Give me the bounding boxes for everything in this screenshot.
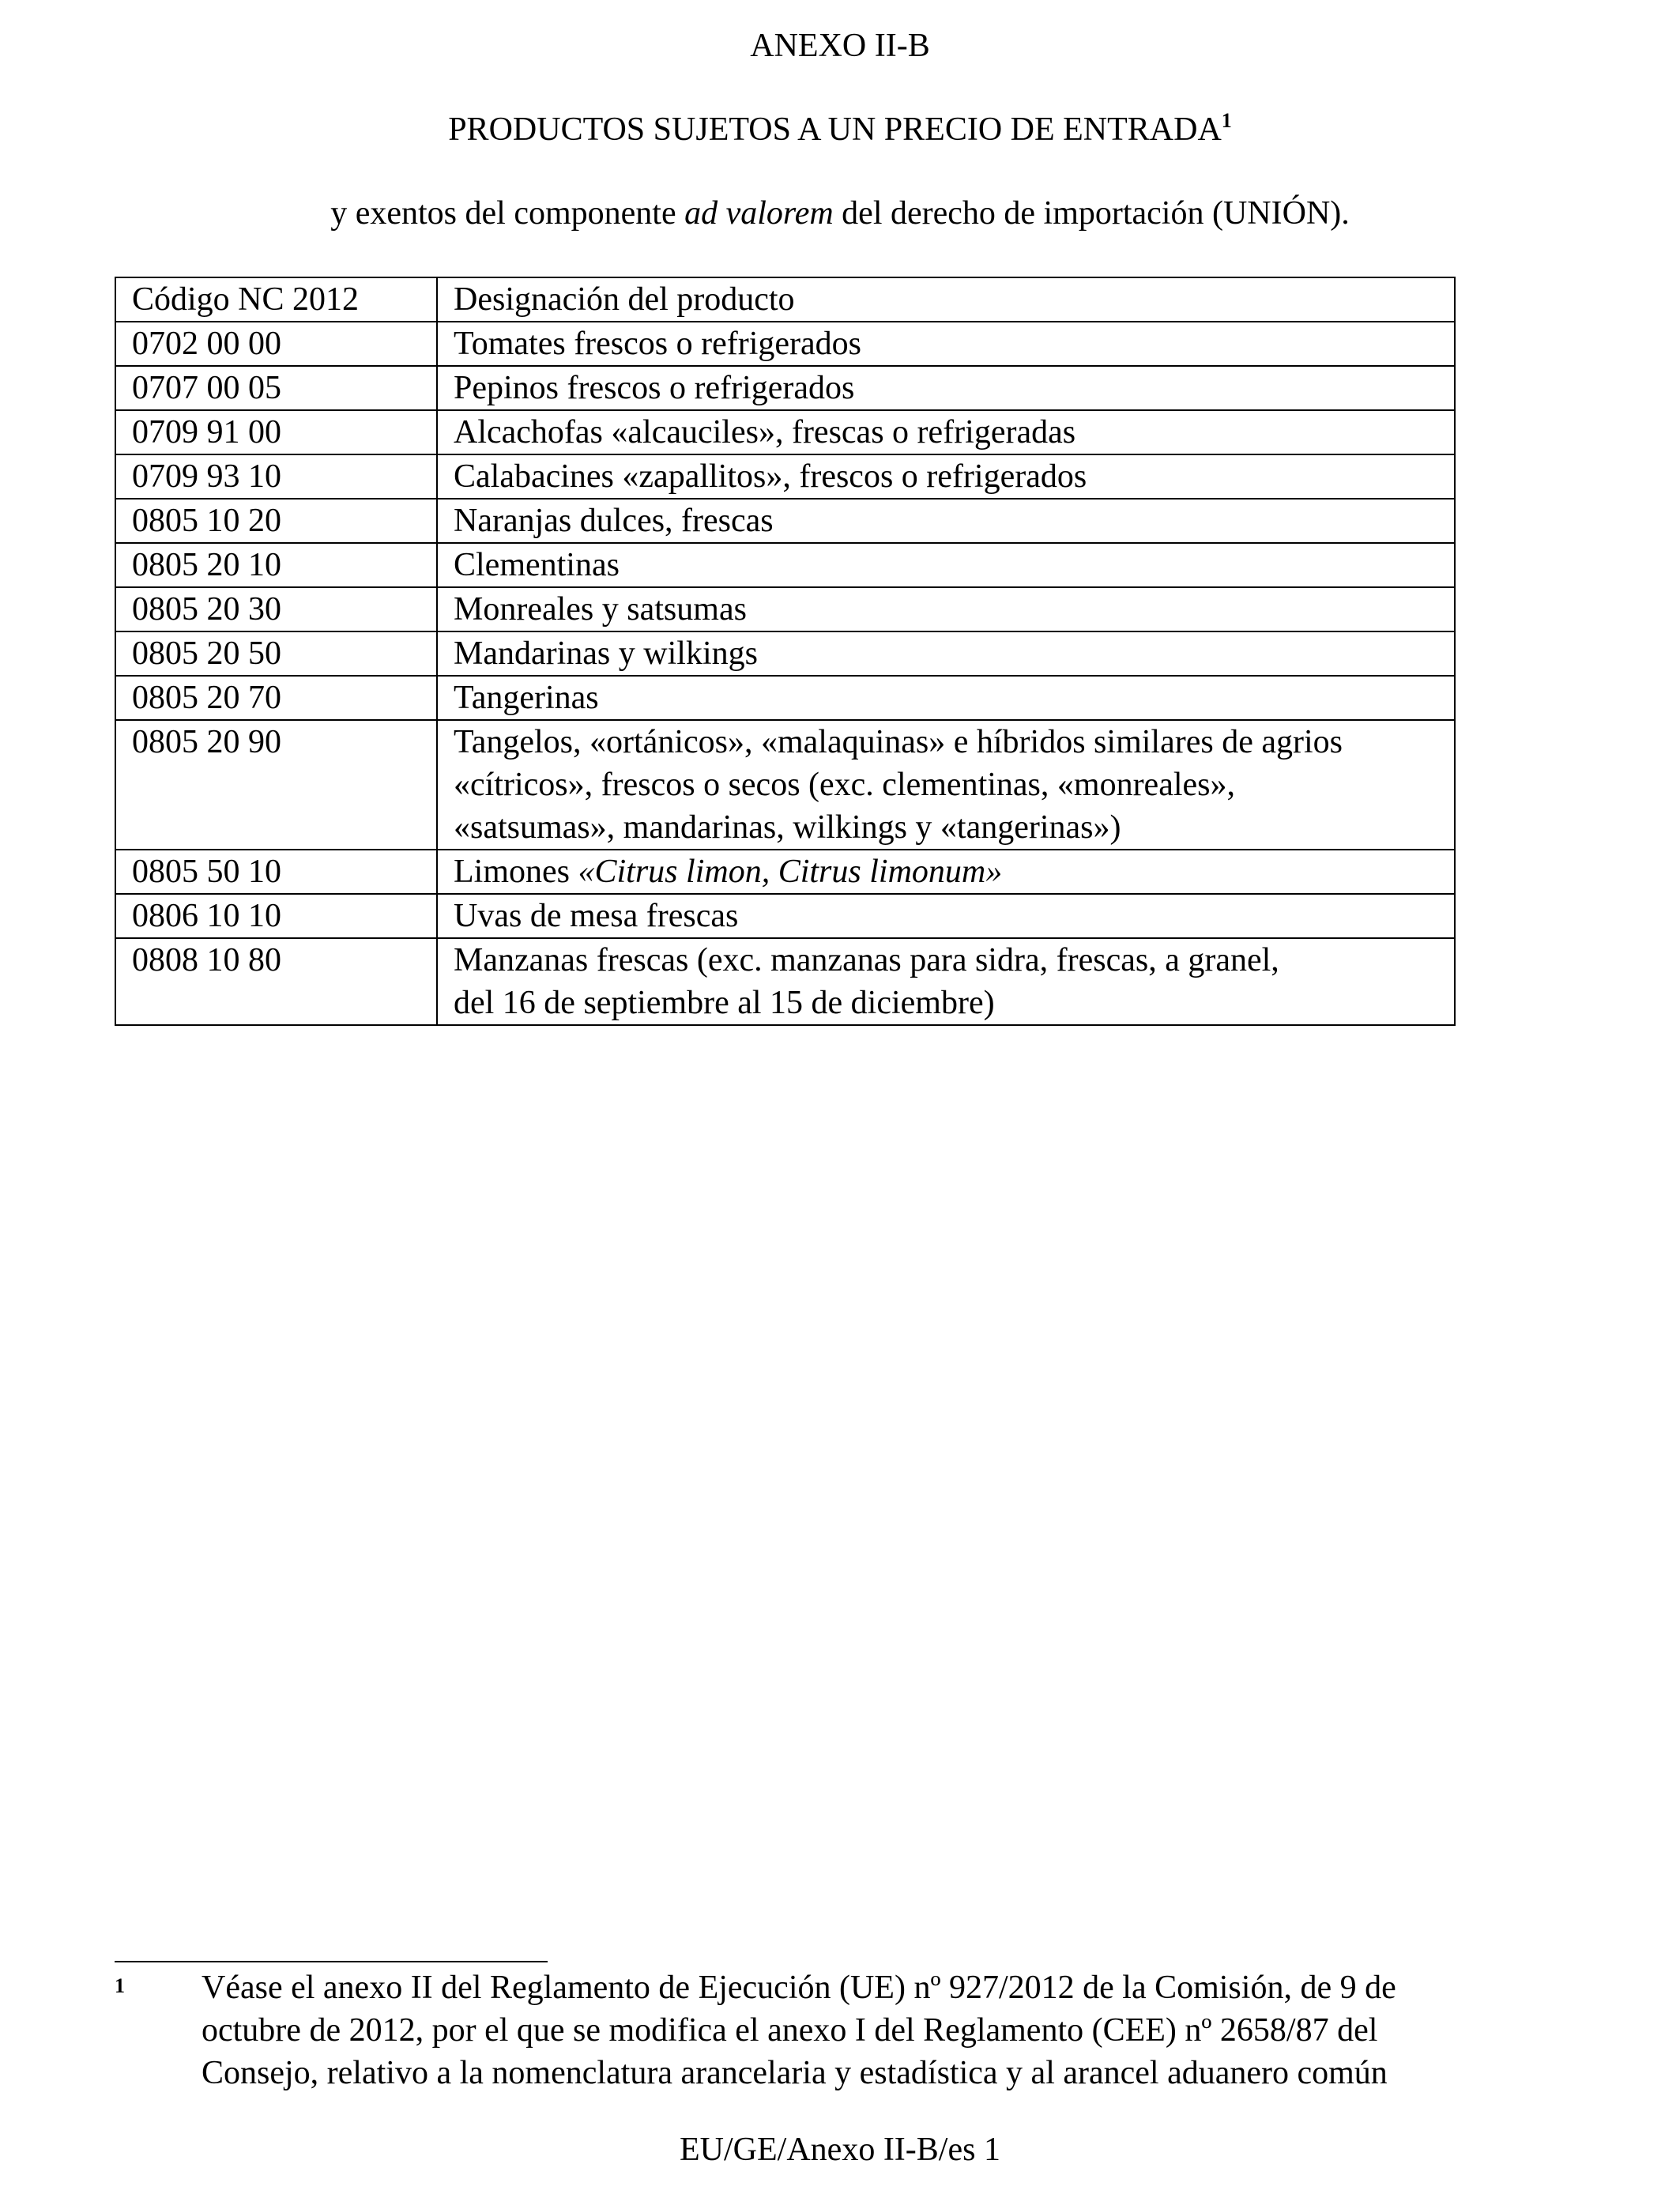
cn-code-cell: 0702 00 00 [115, 322, 437, 366]
designation-cell: Tomates frescos o refrigerados [437, 322, 1455, 366]
designation-line: «satsumas», mandarinas, wilkings y «tangerinas») [454, 809, 1121, 846]
cn-code-cell: 0709 91 00 [115, 410, 437, 454]
table-row [115, 938, 1455, 1025]
designation-cell [437, 720, 1455, 850]
designation-line: Manzanas frescas (exc. manzanas para sidra, frescas, a granel, [454, 942, 1279, 978]
table-row [115, 499, 1455, 543]
designation-cell: Clementinas [437, 543, 1455, 587]
footnote-separator [115, 1961, 548, 1962]
table-row [115, 454, 1455, 499]
table-row [115, 366, 1455, 410]
table-row [115, 543, 1455, 587]
cn-code-cell: 0806 10 10 [115, 894, 437, 938]
table-row [115, 322, 1455, 366]
footnote-text [202, 1966, 1482, 2094]
title-text: PRODUCTOS SUJETOS A UN PRECIO DE ENTRADA [448, 111, 1222, 148]
designation-text: Limones [454, 854, 578, 890]
footnote-mark: 1 [115, 1974, 125, 1997]
column-header-code: Código NC 2012 [115, 277, 437, 322]
annex-heading: ANEXO II-B [750, 28, 930, 64]
subtitle-text-end: del derecho de importación (UNIÓN). [833, 195, 1350, 232]
column-header-designation: Designación del producto [437, 277, 1455, 322]
cn-code-cell: 0805 50 10 [115, 850, 437, 894]
designation-cell: Naranjas dulces, frescas [437, 499, 1455, 543]
designation-cell: Uvas de mesa frescas [437, 894, 1455, 938]
cn-code-cell: 0805 10 20 [115, 499, 437, 543]
footnote-reference[interactable]: 1 [1221, 109, 1232, 132]
table-row [115, 676, 1455, 720]
footnote-line: Consejo, relativo a la nomenclatura arancelaria y estadística y al arancel aduanero común [202, 2055, 1388, 2091]
cn-code-cell: 0707 00 05 [115, 366, 437, 410]
cn-code-cell: 0805 20 10 [115, 543, 437, 587]
subtitle-text-start: y exentos del componente [330, 195, 685, 232]
table-row [115, 410, 1455, 454]
cn-code-cell: 0709 93 10 [115, 454, 437, 499]
footnote-line: Véase el anexo II del Reglamento de Ejecución (UE) nº 927/2012 de la Comisión, de 9 de [202, 1970, 1396, 2006]
designation-line: «cítricos», frescos o secos (exc. clementinas, «monreales», [454, 767, 1235, 803]
designation-line: del 16 de septiembre al 15 de diciembre) [454, 985, 995, 1021]
cn-code-cell: 0805 20 30 [115, 587, 437, 631]
designation-cell [437, 850, 1455, 894]
products-table [115, 277, 1456, 1026]
table-row [115, 631, 1455, 676]
designation-line: Tangelos, «ortánicos», «malaquinas» e híbridos similares de agrios [454, 724, 1343, 760]
designation-cell: Calabacines «zapallitos», frescos o refrigerados [437, 454, 1455, 499]
designation-italic-text: «Citrus limon, Citrus limonum» [578, 854, 1003, 890]
table-header-row [115, 277, 1455, 322]
subtitle-italic-term: ad valorem [684, 195, 834, 232]
document-subtitle [0, 194, 1680, 232]
page-footer-reference: EU/GE/Anexo II-B/es 1 [680, 2132, 1000, 2168]
designation-cell: Pepinos frescos o refrigerados [437, 366, 1455, 410]
table-row [115, 587, 1455, 631]
designation-cell: Tangerinas [437, 676, 1455, 720]
cn-code-cell: 0805 20 50 [115, 631, 437, 676]
designation-cell: Alcachofas «alcauciles», frescas o refrigeradas [437, 410, 1455, 454]
designation-cell: Monreales y satsumas [437, 587, 1455, 631]
cn-code-cell: 0808 10 80 [115, 938, 437, 1025]
cn-code-cell: 0805 20 90 [115, 720, 437, 850]
footnote-line: octubre de 2012, por el que se modifica el anexo I del Reglamento (CEE) nº 2658/87 del [202, 2012, 1378, 2049]
designation-cell [437, 938, 1455, 1025]
cn-code-cell: 0805 20 70 [115, 676, 437, 720]
document-title [0, 111, 1680, 149]
table-row [115, 850, 1455, 894]
table-row [115, 720, 1455, 850]
designation-cell: Mandarinas y wilkings [437, 631, 1455, 676]
table-row [115, 894, 1455, 938]
